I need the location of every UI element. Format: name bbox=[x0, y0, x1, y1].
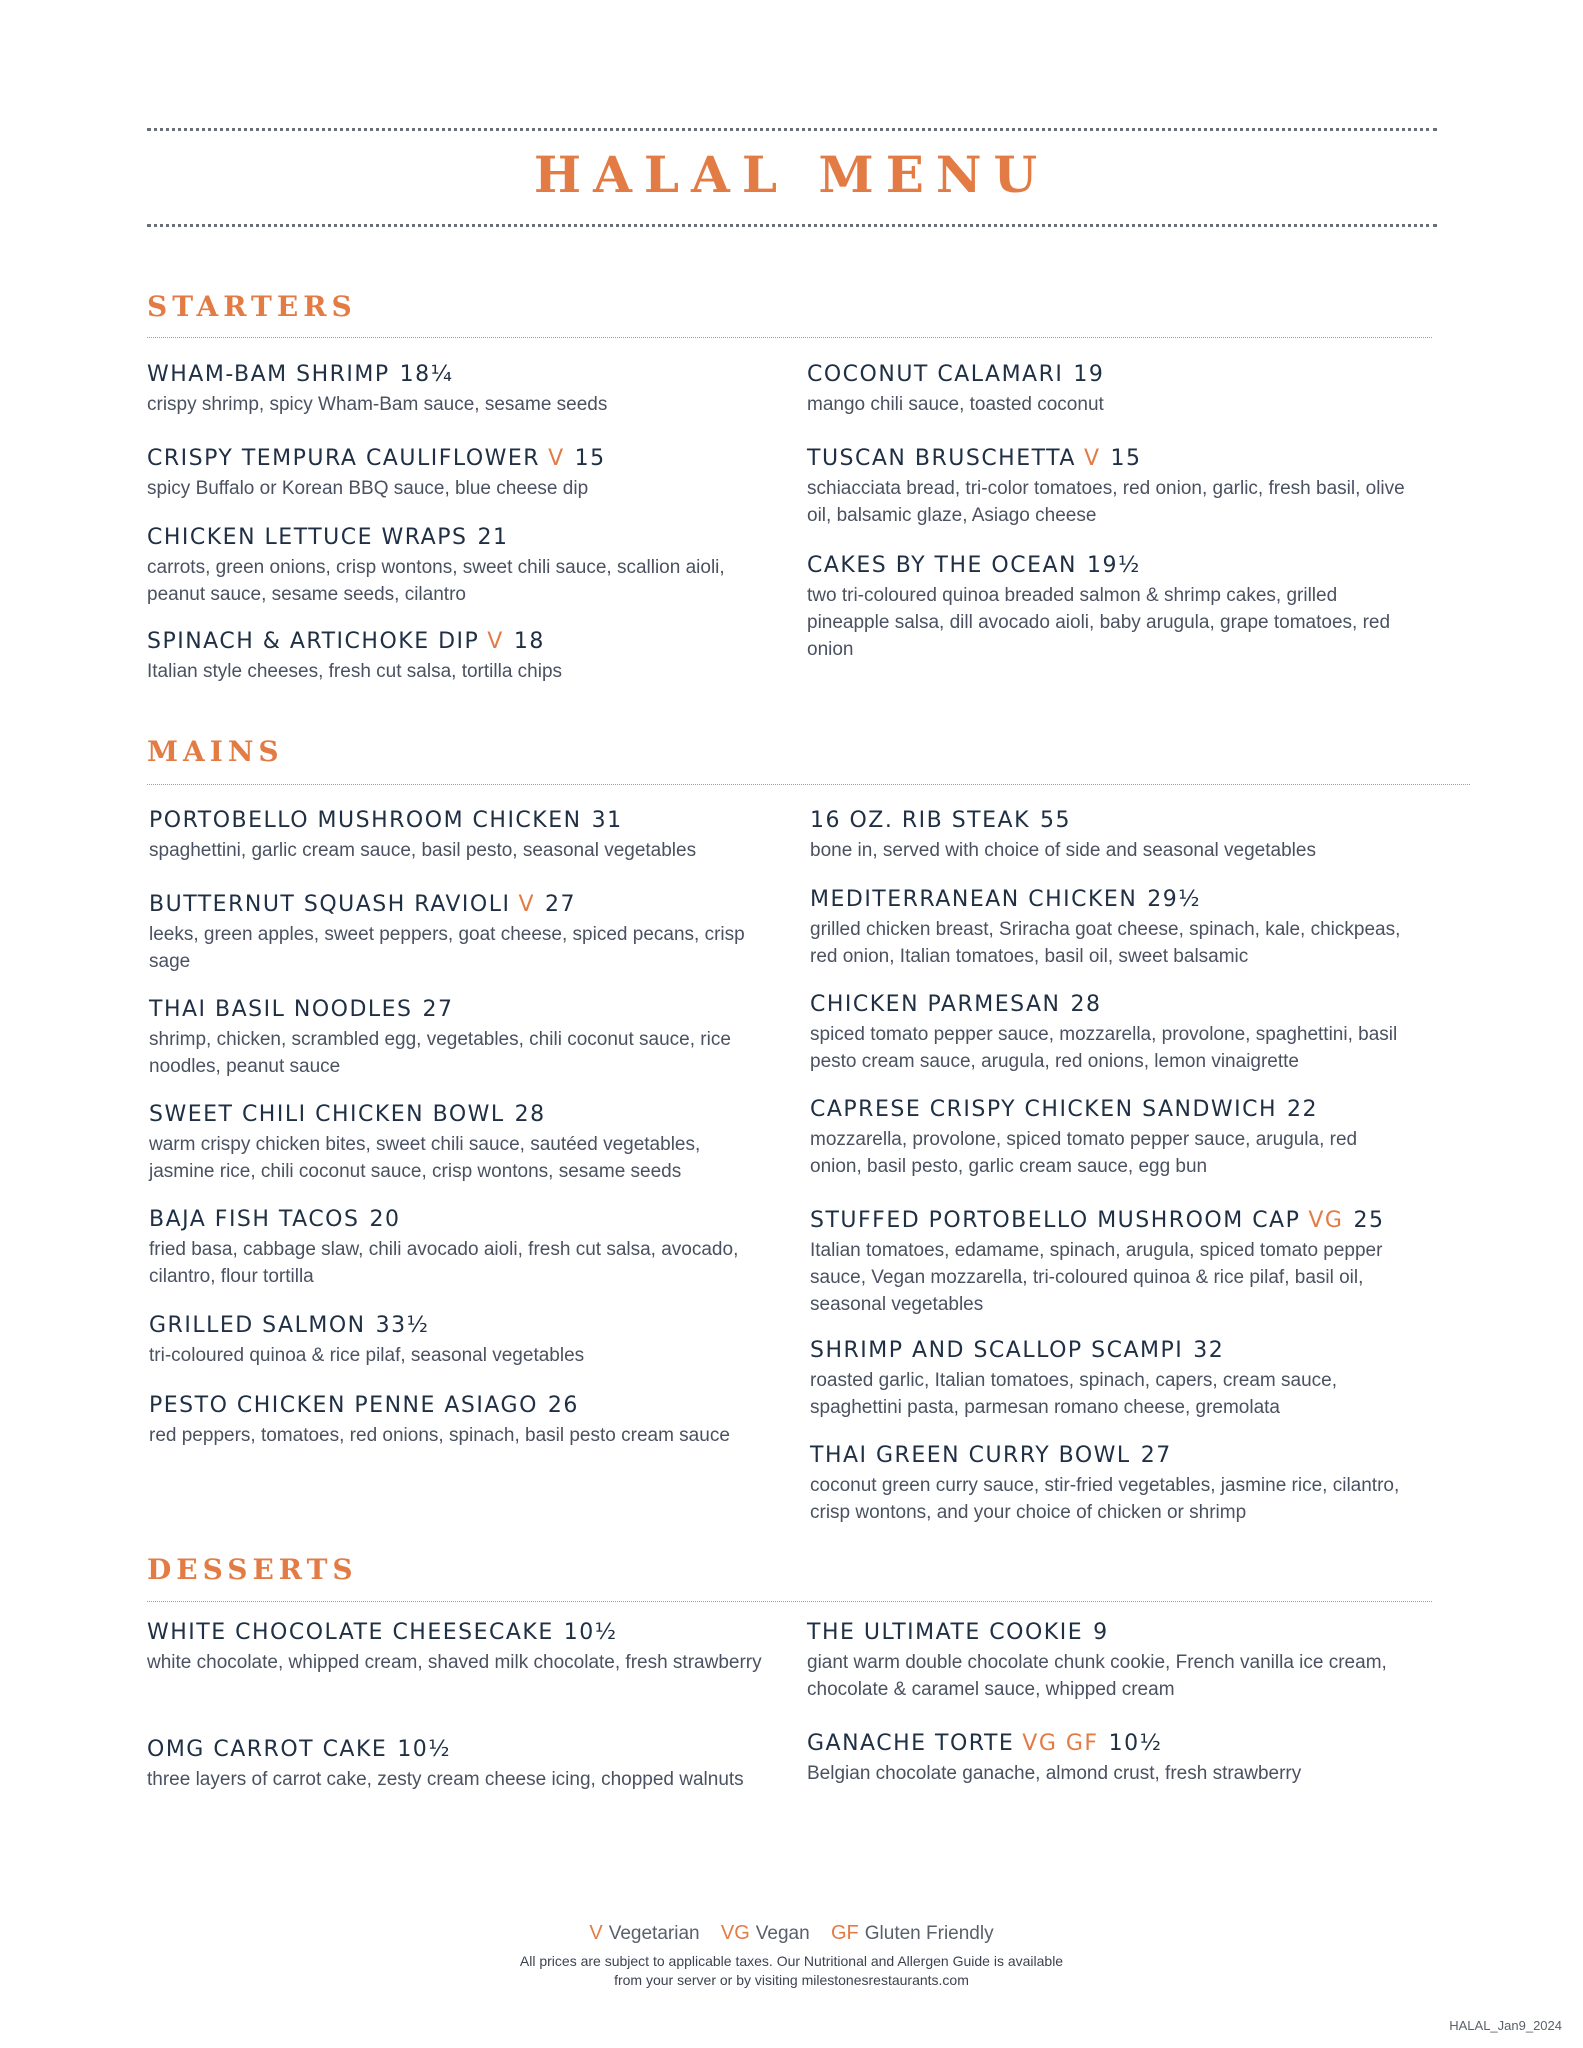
item-name-line bbox=[149, 995, 749, 1025]
menu-item-chicken-parmesan bbox=[810, 990, 1410, 1075]
item-price: 10½ bbox=[397, 1737, 452, 1762]
item-price: 10½ bbox=[563, 1620, 618, 1645]
item-name: COCONUT CALAMARI bbox=[807, 362, 1064, 387]
item-price: 55 bbox=[1040, 808, 1072, 833]
menu-item-baja-fish-tacos bbox=[149, 1205, 749, 1290]
menu-item-portobello-mushroom-chicken bbox=[149, 806, 749, 864]
item-description: Italian style cheeses, fresh cut salsa, tortilla chips bbox=[147, 661, 563, 682]
starters-rule bbox=[147, 337, 1432, 338]
dietary-tag: V bbox=[487, 629, 504, 654]
item-name: 16 OZ. RIB STEAK bbox=[810, 808, 1031, 833]
item-price: 10½ bbox=[1108, 1731, 1163, 1756]
menu-item-thai-green-curry-bowl bbox=[810, 1441, 1410, 1526]
item-name: SWEET CHILI CHICKEN BOWL bbox=[149, 1102, 505, 1127]
item-name: CHICKEN LETTUCE WRAPS bbox=[147, 525, 468, 550]
item-name-line bbox=[807, 1618, 1447, 1648]
item-name-line bbox=[807, 1729, 1447, 1759]
item-name-line bbox=[149, 890, 749, 920]
item-description: schiacciata bread, tri-color tomatoes, red onion, garlic, fresh basil, olive oil, balsamic glaze, Asiago cheese bbox=[807, 478, 1405, 526]
item-name: CHICKEN PARMESAN bbox=[810, 992, 1061, 1017]
item-price: 9 bbox=[1093, 1620, 1109, 1645]
legend-vegetarian: V Vegetarian bbox=[589, 1922, 700, 1944]
item-price: 27 bbox=[1140, 1443, 1172, 1468]
dietary-tag: V bbox=[518, 892, 535, 917]
item-name-line bbox=[807, 444, 1407, 474]
menu-item-ganache-torte bbox=[807, 1729, 1447, 1787]
item-name-line bbox=[147, 1735, 767, 1765]
item-price: 18 bbox=[513, 629, 545, 654]
menu-item-caprese-crispy-chicken-sandwich bbox=[810, 1095, 1410, 1180]
item-description: warm crispy chicken bites, sweet chili sauce, sautéed vegetables, jasmine rice, chili coconut sauce, crisp wontons, sesame seeds bbox=[149, 1134, 701, 1182]
item-description: giant warm double chocolate chunk cookie, French vanilla ice cream, chocolate & caramel sauce, whipped cream bbox=[807, 1652, 1387, 1700]
item-name: CAKES BY THE OCEAN bbox=[807, 553, 1077, 578]
item-price: 27 bbox=[422, 997, 454, 1022]
item-name: BUTTERNUT SQUASH RAVIOLI bbox=[149, 892, 511, 917]
item-price: 28 bbox=[514, 1102, 546, 1127]
item-name-line bbox=[149, 1205, 749, 1235]
menu-item-butternut-squash-ravioli bbox=[149, 890, 749, 975]
desserts-heading: DESSERTS bbox=[147, 1553, 358, 1586]
item-description: spaghettini, garlic cream sauce, basil pesto, seasonal vegetables bbox=[149, 840, 697, 861]
item-price: 28 bbox=[1070, 992, 1102, 1017]
menu-item-tuscan-bruschetta bbox=[807, 444, 1407, 529]
item-price: 27 bbox=[545, 892, 576, 917]
item-description: spicy Buffalo or Korean BBQ sauce, blue cheese dip bbox=[147, 478, 589, 499]
menu-code: HALAL_Jan9_2024 bbox=[1449, 2018, 1562, 2033]
item-name-line bbox=[810, 1441, 1410, 1471]
item-name-line bbox=[147, 360, 747, 390]
item-price: 26 bbox=[547, 1393, 579, 1418]
item-price: 21 bbox=[477, 525, 509, 550]
menu-item-stuffed-portobello-mushroom-cap bbox=[810, 1206, 1410, 1318]
item-description: white chocolate, whipped cream, shaved milk chocolate, fresh strawberry bbox=[147, 1652, 762, 1673]
dietary-tag: VG GF bbox=[1022, 1731, 1099, 1756]
item-description: roasted garlic, Italian tomatoes, spinach, capers, cream sauce, spaghettini pasta, parmesan romano cheese, gremolata bbox=[810, 1370, 1337, 1418]
fine-print-line-1: All prices are subject to applicable taxes. Our Nutritional and Allergen Guide is available bbox=[519, 1953, 1064, 1969]
menu-item-shrimp-and-scallop-scampi bbox=[810, 1336, 1410, 1421]
item-name-line bbox=[149, 1311, 749, 1341]
menu-item-spinach-and-artichoke-dip bbox=[147, 627, 747, 685]
fine-print-line-2: from your server or by visiting milestonesrestaurants.com bbox=[614, 1972, 969, 1988]
item-price: 29½ bbox=[1147, 887, 1202, 912]
menu-item-omg-carrot-cake bbox=[147, 1735, 767, 1793]
mains-rule bbox=[147, 784, 1470, 785]
menu-item-mediterranean-chicken bbox=[810, 885, 1410, 970]
item-name: PESTO CHICKEN PENNE ASIAGO bbox=[149, 1393, 538, 1418]
menu-item-chicken-lettuce-wraps bbox=[147, 523, 747, 608]
item-description: spiced tomato pepper sauce, mozzarella, provolone, spaghettini, basil pesto cream sauce, arugula, red onions, lemon vinaigrette bbox=[810, 1024, 1398, 1072]
menu-item-the-ultimate-cookie bbox=[807, 1618, 1447, 1703]
menu-item-pesto-chicken-penne-asiago bbox=[149, 1391, 749, 1449]
item-price: 32 bbox=[1193, 1338, 1225, 1363]
starters-heading: STARTERS bbox=[147, 290, 357, 323]
item-description: grilled chicken breast, Sriracha goat cheese, spinach, kale, chickpeas, red onion, Italian tomatoes, basil oil, sweet balsamic bbox=[810, 919, 1401, 967]
item-name-line bbox=[807, 551, 1407, 581]
item-name: GRILLED SALMON bbox=[149, 1313, 366, 1338]
item-description: Italian tomatoes, edamame, spinach, arugula, spiced tomato pepper sauce, Vegan mozzarella, tri-coloured quinoa & rice pilaf, basil oil, seasonal vegetables bbox=[810, 1240, 1383, 1315]
menu-item-grilled-salmon bbox=[149, 1311, 749, 1369]
menu-item-crispy-tempura-cauliflower bbox=[147, 444, 747, 502]
item-description: two tri-coloured quinoa breaded salmon & shrimp cakes, grilled pineapple salsa, dill avocado aioli, baby arugula, grape tomatoes, red onion bbox=[807, 585, 1391, 660]
item-name-line bbox=[810, 1336, 1410, 1366]
item-description: red peppers, tomatoes, red onions, spinach, basil pesto cream sauce bbox=[149, 1425, 730, 1446]
item-name: MEDITERRANEAN CHICKEN bbox=[810, 887, 1138, 912]
legend-gluten-friendly: GF Gluten Friendly bbox=[830, 1922, 994, 1944]
item-name: SPINACH & ARTICHOKE DIP bbox=[147, 629, 480, 654]
item-price: 15 bbox=[574, 446, 606, 471]
item-description: coconut green curry sauce, stir-fried vegetables, jasmine rice, cilantro, crisp wontons, and your choice of chicken or shrimp bbox=[810, 1475, 1400, 1523]
item-description: carrots, green onions, crisp wontons, sweet chili sauce, scallion aioli, peanut sauce, sesame seeds, cilantro bbox=[147, 557, 725, 605]
item-description: fried basa, cabbage slaw, chili avocado aioli, fresh cut salsa, avocado, cilantro, flour tortilla bbox=[149, 1239, 739, 1287]
item-description: bone in, served with choice of side and seasonal vegetables bbox=[810, 840, 1316, 861]
item-name: SHRIMP AND SCALLOP SCAMPI bbox=[810, 1338, 1184, 1363]
item-price: 19½ bbox=[1086, 553, 1141, 578]
mains-heading: MAINS bbox=[147, 735, 284, 768]
item-description: leeks, green apples, sweet peppers, goat cheese, spiced pecans, crisp sage bbox=[149, 924, 745, 972]
item-name: THAI GREEN CURRY BOWL bbox=[810, 1443, 1131, 1468]
menu-item-sweet-chili-chicken-bowl bbox=[149, 1100, 749, 1185]
item-name: THAI BASIL NOODLES bbox=[149, 997, 413, 1022]
item-price: 25 bbox=[1353, 1208, 1385, 1233]
item-price: 20 bbox=[369, 1207, 401, 1232]
item-name: WHAM-BAM SHRIMP bbox=[147, 362, 390, 387]
item-name-line bbox=[810, 885, 1410, 915]
item-name: TUSCAN BRUSCHETTA bbox=[807, 446, 1076, 471]
item-name: OMG CARROT CAKE bbox=[147, 1737, 388, 1762]
item-description: mango chili sauce, toasted coconut bbox=[807, 394, 1104, 415]
item-price: 18¼ bbox=[399, 362, 454, 387]
item-name-line bbox=[147, 1618, 767, 1648]
dietary-tag: V bbox=[1083, 446, 1101, 471]
legend-vegan: VG Vegan bbox=[720, 1922, 810, 1944]
item-price: 33½ bbox=[375, 1313, 430, 1338]
item-description: shrimp, chicken, scrambled egg, vegetables, chili coconut sauce, rice noodles, peanut sauce bbox=[149, 1029, 731, 1077]
item-name-line bbox=[147, 444, 747, 474]
item-price: 15 bbox=[1110, 446, 1142, 471]
menu-item-wham-bam-shrimp bbox=[147, 360, 747, 418]
item-name: PORTOBELLO MUSHROOM CHICKEN bbox=[149, 808, 582, 833]
item-description: tri-coloured quinoa & rice pilaf, seasonal vegetables bbox=[149, 1345, 585, 1366]
item-name-line bbox=[149, 1100, 749, 1130]
item-name-line bbox=[810, 990, 1410, 1020]
menu-item-16-oz-rib-steak bbox=[810, 806, 1410, 864]
menu-item-white-chocolate-cheesecake bbox=[147, 1618, 767, 1676]
item-name-line bbox=[810, 1095, 1410, 1125]
dietary-legend bbox=[0, 1922, 1583, 1945]
desserts-rule bbox=[147, 1601, 1432, 1602]
item-name: WHITE CHOCOLATE CHEESECAKE bbox=[147, 1620, 554, 1645]
item-price: 19 bbox=[1073, 362, 1105, 387]
item-name: CRISPY TEMPURA CAULIFLOWER bbox=[147, 446, 541, 471]
dietary-tag: VG bbox=[1308, 1208, 1344, 1233]
item-name-line bbox=[810, 1206, 1410, 1236]
menu-item-coconut-calamari bbox=[807, 360, 1407, 418]
item-price: 31 bbox=[591, 808, 623, 833]
item-name-line bbox=[807, 360, 1407, 390]
item-name-line bbox=[147, 627, 747, 657]
menu-title: HALAL MENU bbox=[533, 145, 1050, 204]
dietary-tag: V bbox=[548, 446, 565, 471]
menu-item-cakes-by-the-ocean bbox=[807, 551, 1407, 663]
item-price: 22 bbox=[1287, 1097, 1319, 1122]
item-name: STUFFED PORTOBELLO MUSHROOM CAP bbox=[810, 1208, 1301, 1233]
item-name-line bbox=[147, 523, 747, 553]
item-name-line bbox=[149, 1391, 749, 1421]
item-description: mozzarella, provolone, spiced tomato pepper sauce, arugula, red onion, basil pesto, garlic cream sauce, egg bun bbox=[810, 1129, 1358, 1177]
item-name: THE ULTIMATE COOKIE bbox=[807, 1620, 1084, 1645]
menu-item-thai-basil-noodles bbox=[149, 995, 749, 1080]
item-description: crispy shrimp, spicy Wham-Bam sauce, sesame seeds bbox=[147, 394, 608, 415]
item-name: GANACHE TORTE bbox=[807, 1731, 1015, 1756]
item-name: BAJA FISH TACOS bbox=[149, 1207, 360, 1232]
title-top-rule bbox=[147, 128, 1437, 131]
item-name-line bbox=[810, 806, 1410, 836]
item-name-line bbox=[149, 806, 749, 836]
item-description: Belgian chocolate ganache, almond crust, fresh strawberry bbox=[807, 1763, 1302, 1784]
item-description: three layers of carrot cake, zesty cream cheese icing, chopped walnuts bbox=[147, 1769, 744, 1790]
title-bottom-rule bbox=[147, 224, 1437, 227]
item-name: CAPRESE CRISPY CHICKEN SANDWICH bbox=[810, 1097, 1278, 1122]
